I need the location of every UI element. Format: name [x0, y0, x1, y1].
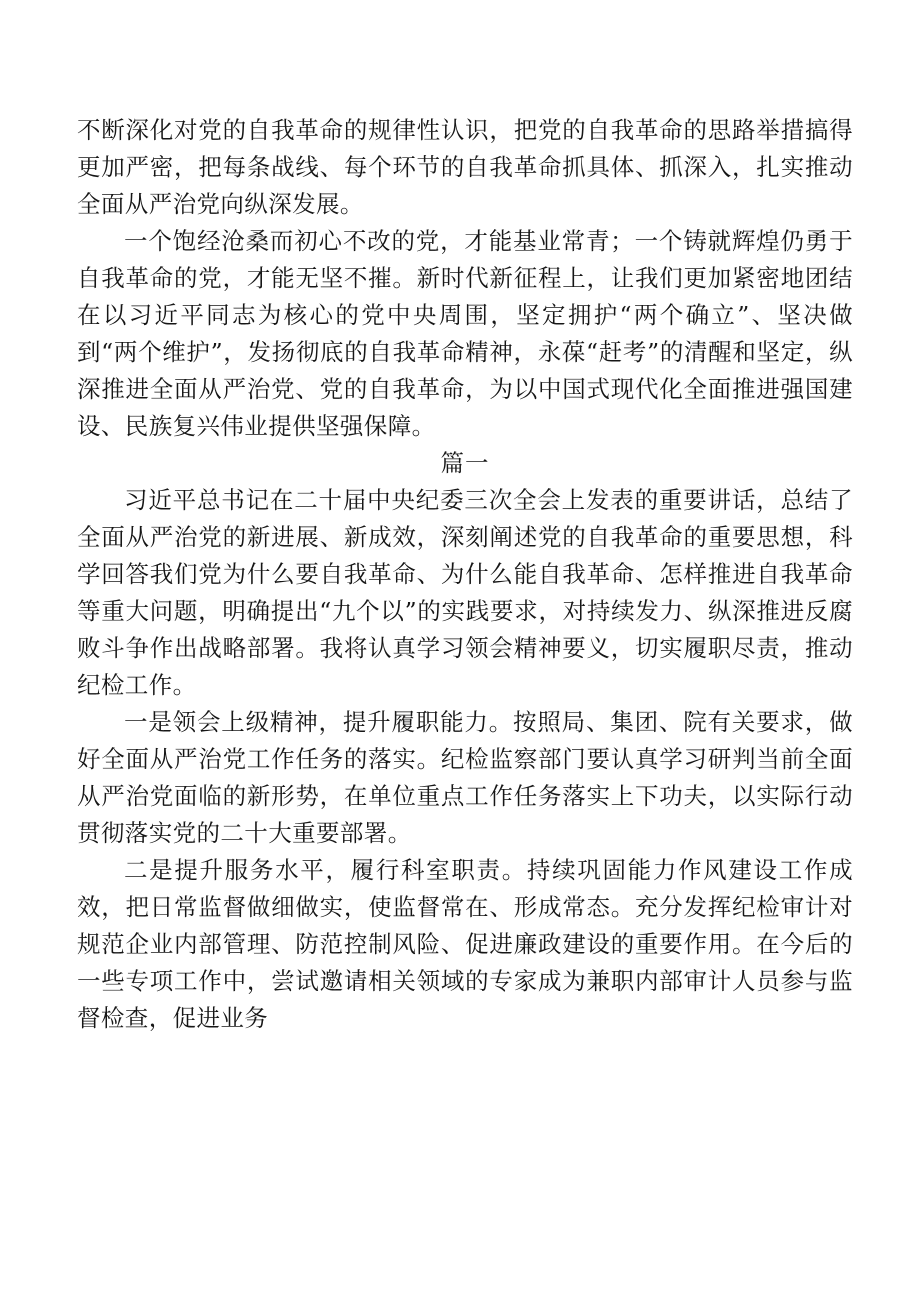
paragraph-1: 不断深化对党的自我革命的规律性认识，把党的自我革命的思路举措搞得更加严密，把每条战线、每个环节的自我革命抓具体、抓深入，扎实推动全面从严治党向纵深发展。	[77, 116, 853, 218]
section-title: 篇一	[440, 449, 490, 477]
document-body	[77, 112, 853, 1037]
paragraph-2: 一个饱经沧桑而初心不改的党，才能基业常青；一个铸就辉煌仍勇于自我革命的党，才能无坚不摧。新时代新征程上，让我们更加紧密地团结在以习近平同志为核心的党中央周围，坚定拥护“两个确立”、坚决做到“两个维护”，发扬彻底的自我革命精神，永葆“赶考”的清醒和坚定，纵深推进全面从严治党、党的自我革命，为以中国式现代化全面推进强国建设、民族复兴伟业提供坚强保障。	[77, 227, 853, 440]
paragraph-5: 二是提升服务水平，履行科室职责。持续巩固能力作风建设工作成效，把日常监督做细做实，使监督常在、形成常态。充分发挥纪检审计对规范企业内部管理、防范控制风险、促进廉政建设的重要作用。在今后的一些专项工作中，尝试邀请相关领域的专家成为兼职内部审计人员参与监督检查，促进业务	[77, 856, 853, 1032]
paragraph-3: 习近平总书记在二十届中央纪委三次全会上发表的重要讲话，总结了全面从严治党的新进展、新成效，深刻阐述党的自我革命的重要思想，科学回答我们党为什么要自我革命、为什么能自我革命、怎样推进自我革命等重大问题，明确提出“九个以”的实践要求，对持续发力、纵深推进反腐败斗争作出战略部署。我将认真学习领会精神要义，切实履职尽责，推动纪检工作。	[77, 486, 853, 699]
paragraph-4: 一是领会上级精神，提升履职能力。按照局、集团、院有关要求，做好全面从严治党工作任务的落实。纪检监察部门要认真学习研判当前全面从严治党面临的新形势，在单位重点工作任务落实上下功夫，以实际行动贯彻落实党的二十大重要部署。	[77, 708, 853, 847]
